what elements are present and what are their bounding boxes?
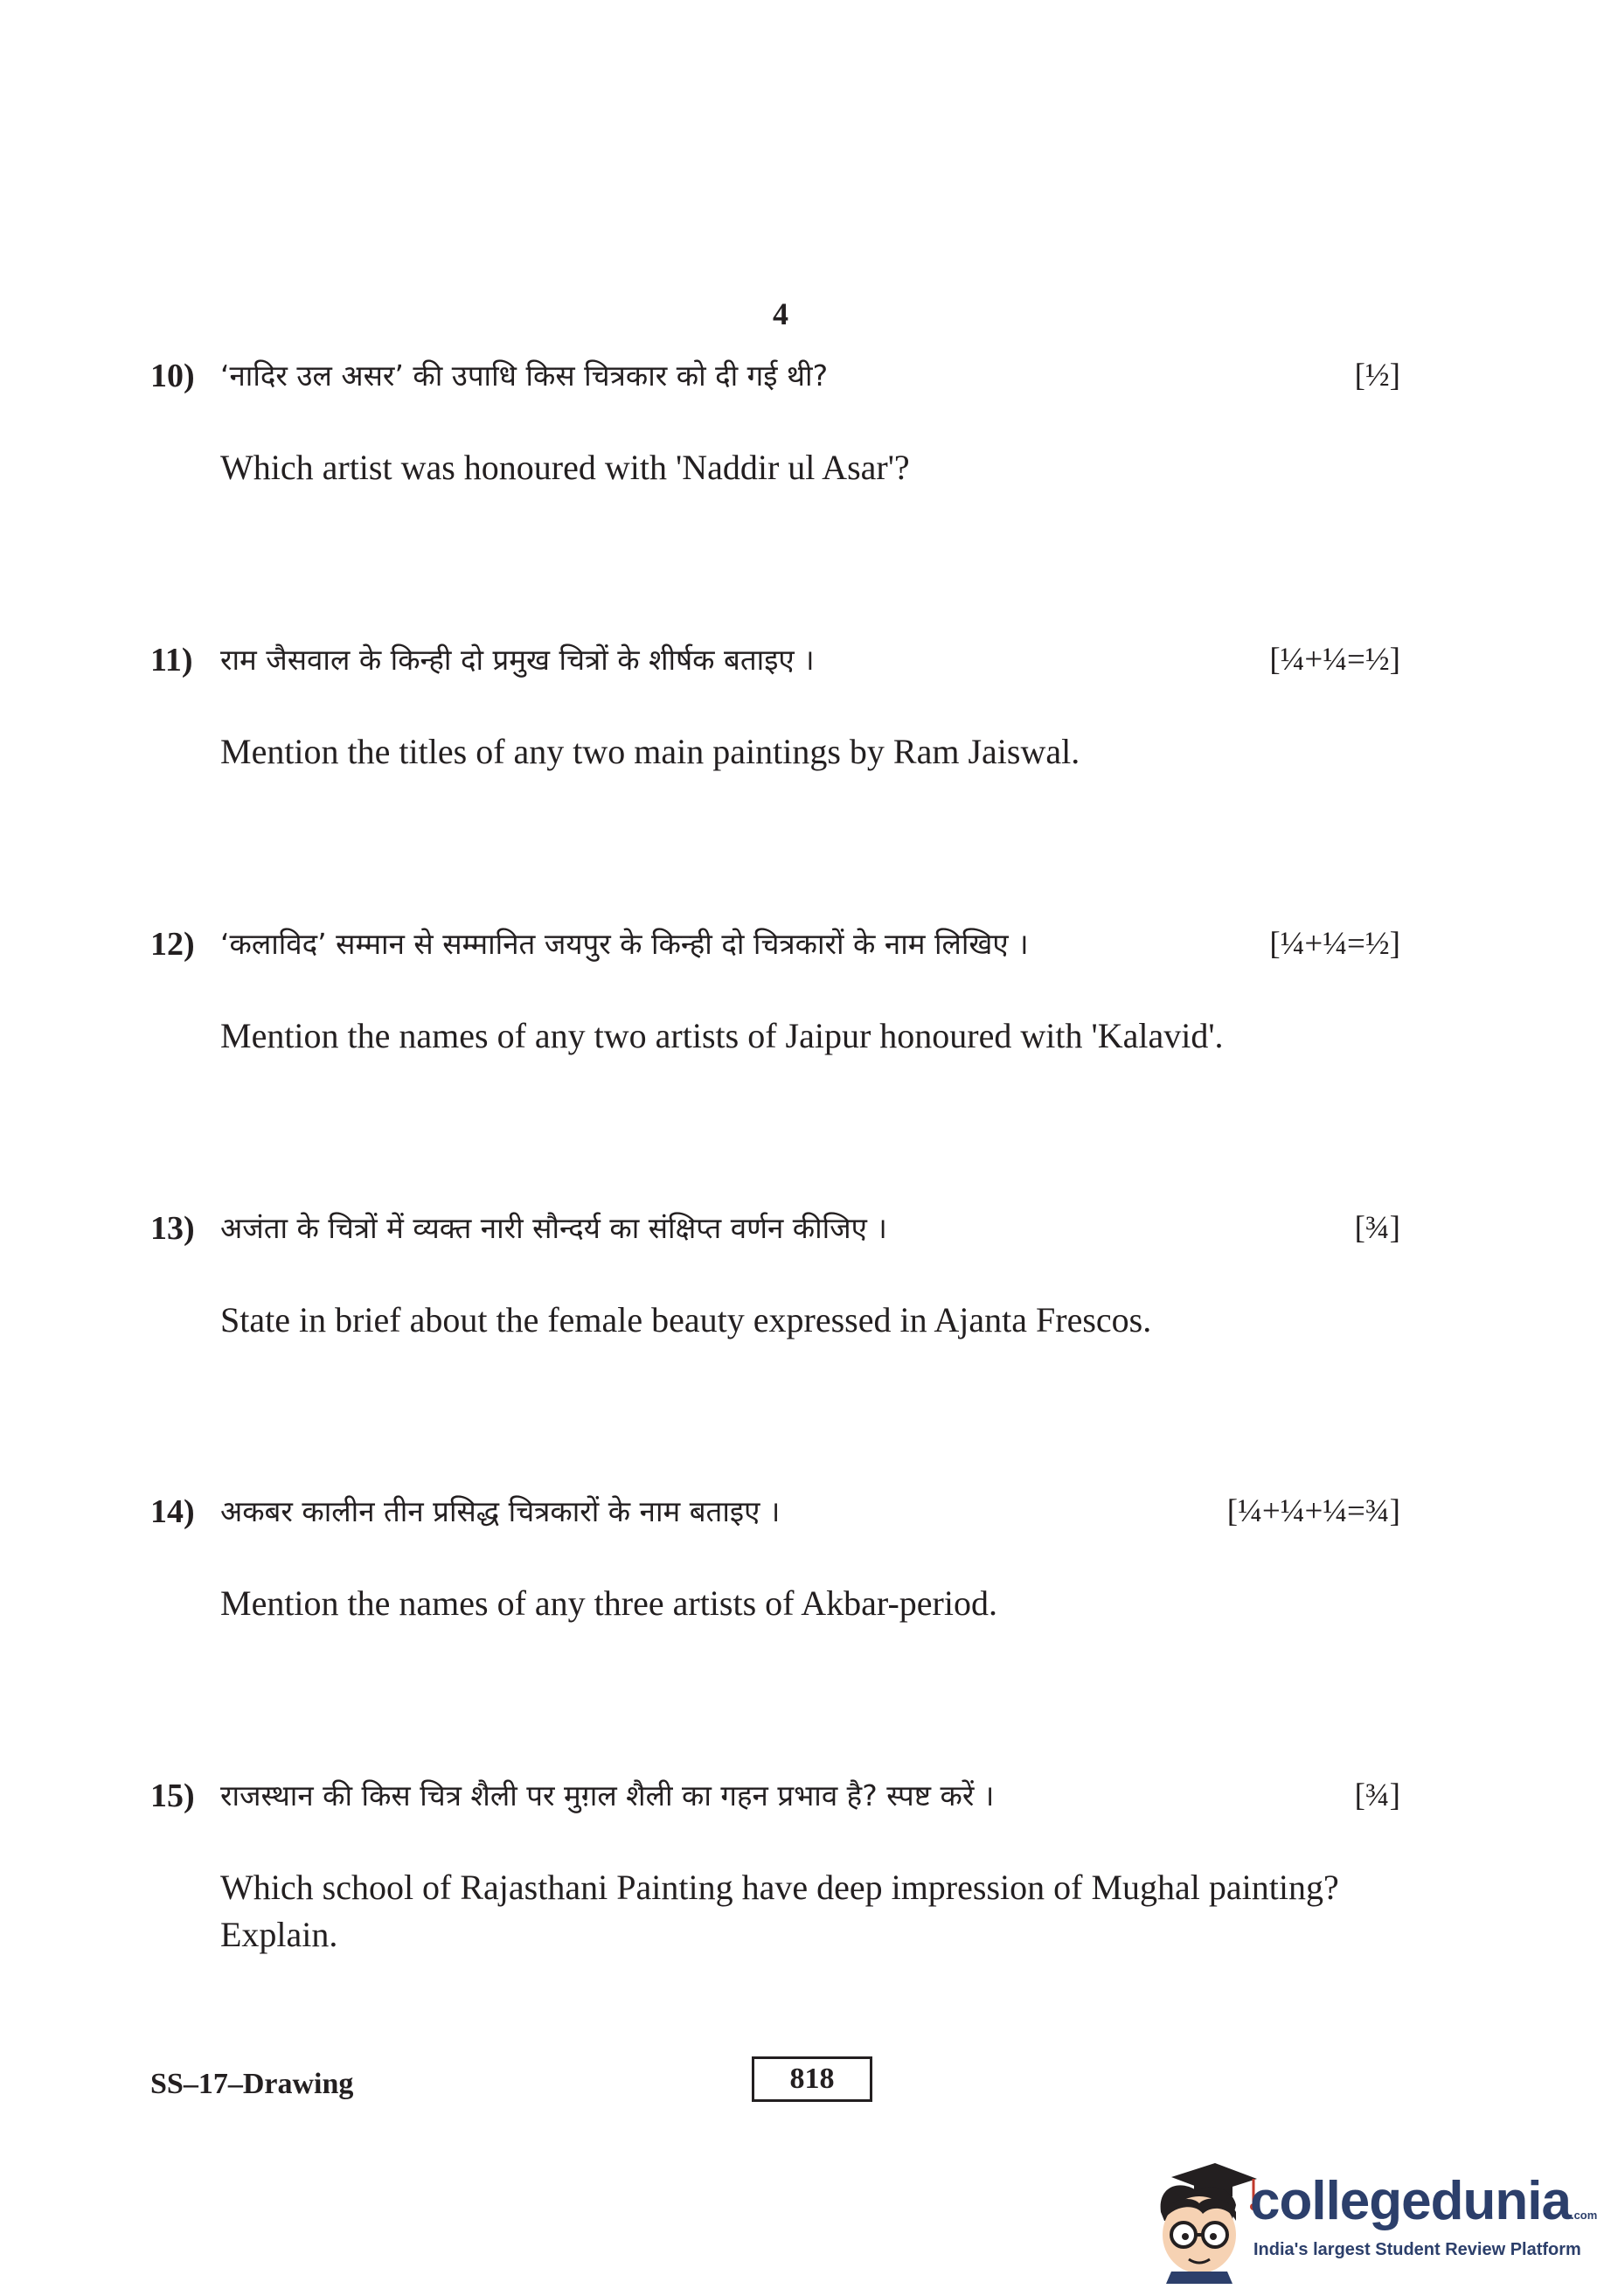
question-14 bbox=[150, 1489, 1400, 1627]
question-marks: [¾] bbox=[1354, 1210, 1400, 1246]
logo-brand-name: collegedunia bbox=[1250, 2171, 1571, 2231]
question-english-continuation: Explain. bbox=[220, 1915, 338, 1954]
question-hindi-text: अकबर कालीन तीन प्रसिद्ध चित्रकारों के नाम बताइए । bbox=[220, 1494, 781, 1528]
question-number: 10) bbox=[150, 358, 195, 394]
question-line bbox=[150, 1206, 1400, 1251]
question-number: 15) bbox=[150, 1778, 195, 1814]
question-english-text: Which school of Rajasthani Painting have deep impression of Mughal painting? bbox=[220, 1868, 1339, 1907]
question-english-text: Which artist was honoured with 'Naddir ul Asar'? bbox=[220, 448, 910, 487]
question-10 bbox=[150, 353, 1400, 491]
question-line bbox=[150, 922, 1400, 967]
page-number: 4 bbox=[773, 296, 788, 331]
question-hindi-text: ‘कलाविद’ सम्मान से सम्मानित जयपुर के किन्ही दो चित्रकारों के नाम लिखिए । bbox=[220, 927, 1029, 961]
question-line bbox=[150, 353, 1400, 399]
question-hindi-text: राजस्थान की किस चित्र शैली पर मुग़ल शैली का गहन प्रभाव है? स्पष्ट करें । bbox=[220, 1778, 995, 1812]
question-number: 12) bbox=[150, 926, 195, 963]
collegedunia-logo[interactable] bbox=[1145, 2144, 1597, 2284]
footer-box-number: 818 bbox=[752, 2056, 872, 2102]
question-marks: [¾] bbox=[1354, 1778, 1400, 1813]
question-marks: [¼+¼=½] bbox=[1269, 642, 1400, 678]
question-13 bbox=[150, 1206, 1400, 1344]
question-english-text: Mention the names of any three artists of Akbar-period. bbox=[220, 1583, 997, 1623]
footer-code: SS–17–Drawing bbox=[150, 2068, 354, 2100]
question-marks: [¼+¼=½] bbox=[1269, 926, 1400, 962]
question-english-text: State in brief about the female beauty expressed in Ajanta Frescos. bbox=[220, 1300, 1152, 1339]
question-marks: [½] bbox=[1354, 358, 1400, 393]
student-mascot-icon bbox=[1145, 2144, 1259, 2284]
question-15 bbox=[150, 1773, 1400, 1959]
question-11 bbox=[150, 637, 1400, 776]
question-number: 14) bbox=[150, 1493, 195, 1530]
question-hindi-text: राम जैसवाल के किन्ही दो प्रमुख चित्रों के शीर्षक बताइए । bbox=[220, 643, 815, 677]
question-12 bbox=[150, 922, 1400, 1060]
question-number: 13) bbox=[150, 1210, 195, 1247]
question-line bbox=[150, 637, 1400, 683]
question-hindi-text: ‘नादिर उल असर’ की उपाधि किस चित्रकार को दी गई थी? bbox=[220, 358, 829, 393]
question-hindi-text: अजंता के चित्रों में व्यक्त नारी सौन्दर्य का संक्षिप्त वर्णन कीजिए । bbox=[220, 1211, 887, 1245]
question-english-text: Mention the titles of any two main paintings by Ram Jaiswal. bbox=[220, 732, 1080, 771]
logo-brand bbox=[1250, 2170, 1597, 2232]
question-number: 11) bbox=[150, 642, 193, 678]
question-line bbox=[150, 1773, 1400, 1819]
question-english-text: Mention the names of any two artists of Jaipur honoured with 'Kalavid'. bbox=[220, 1016, 1224, 1055]
logo-tagline: India's largest Student Review Platform bbox=[1253, 2240, 1581, 2259]
question-line bbox=[150, 1489, 1400, 1534]
logo-dotcom: .com bbox=[1570, 2209, 1597, 2222]
question-marks: [¼+¼+¼=¾] bbox=[1226, 1493, 1400, 1529]
